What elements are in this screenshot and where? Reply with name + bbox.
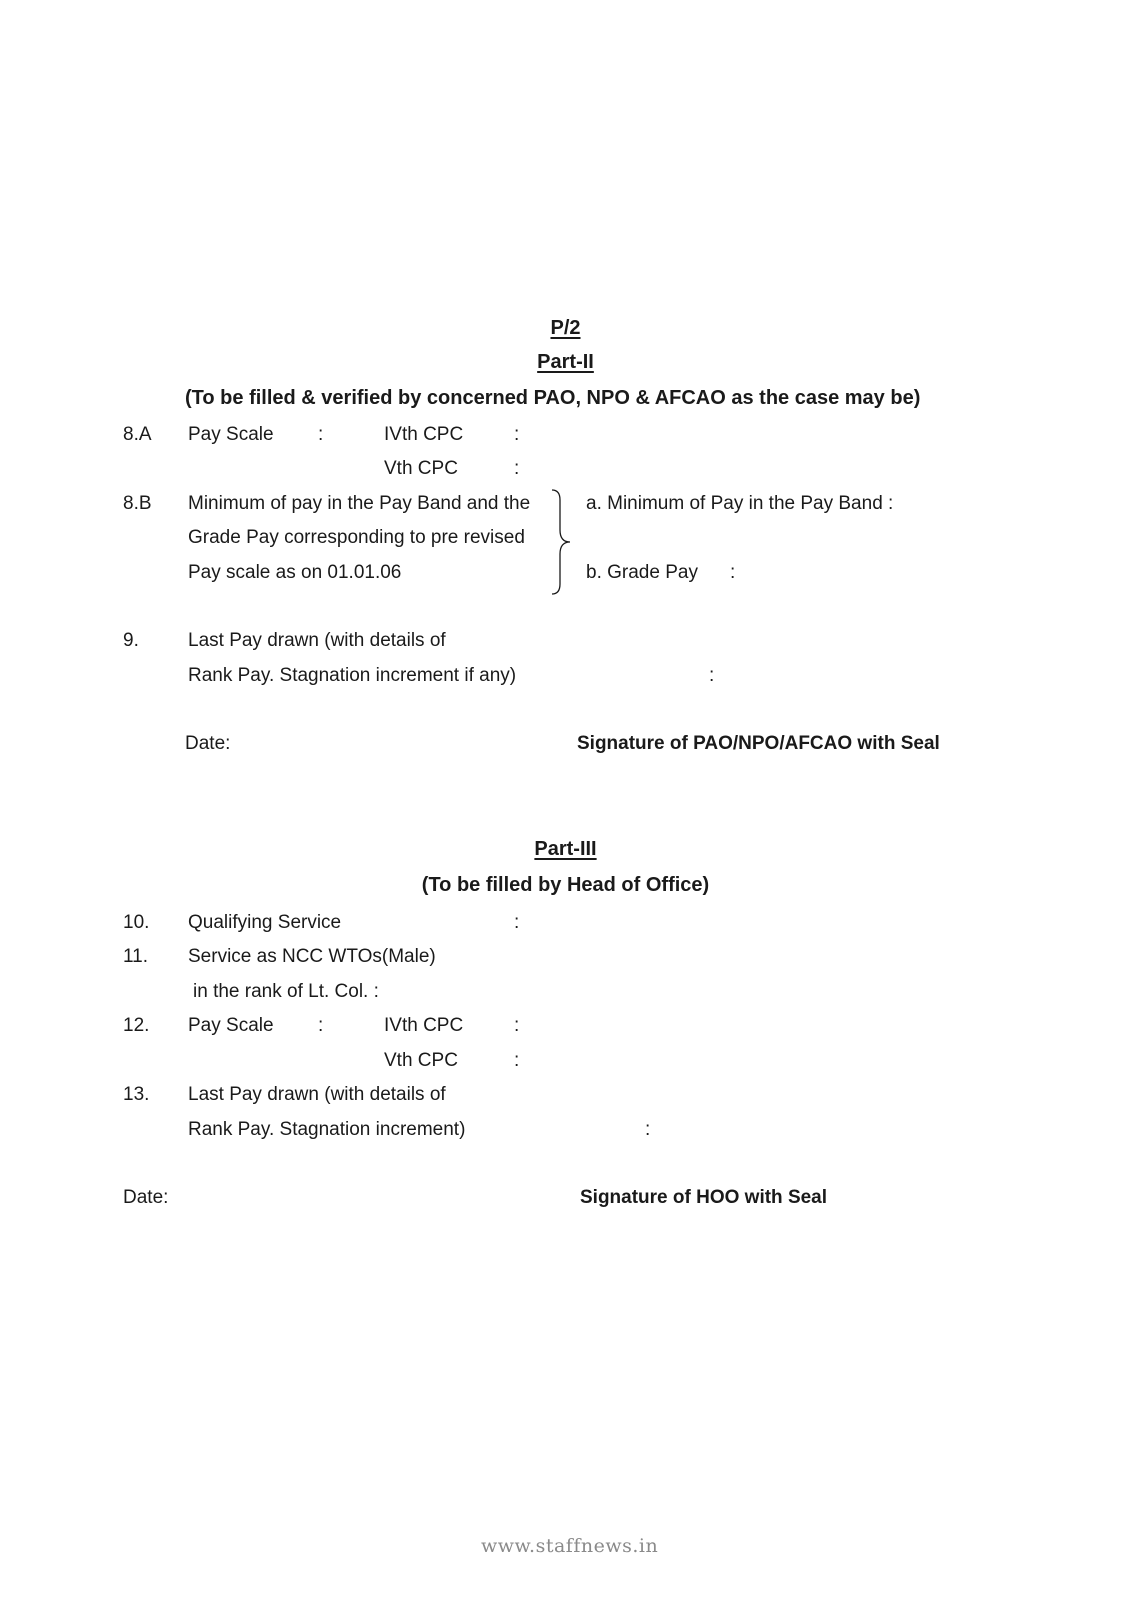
part-2-title-text: Part-II <box>537 351 594 373</box>
item-11-number: 11. <box>123 946 149 967</box>
item-10-number: 10. <box>123 912 150 933</box>
item-8a-vth-cpc-colon: : <box>514 458 520 479</box>
item-12-number: 12. <box>123 1015 150 1036</box>
item-8a-vth-cpc-label: Vth CPC <box>384 458 458 479</box>
item-13-number: 13. <box>123 1084 150 1105</box>
item-12-label: Pay Scale <box>188 1015 274 1036</box>
page-reference <box>0 316 1131 340</box>
item-10-colon: : <box>514 912 520 933</box>
part-3-title-text: Part-III <box>534 838 597 860</box>
website-watermark: www.staffnews.in <box>481 1535 659 1557</box>
item-12-colon: : <box>318 1015 324 1036</box>
item-8a-number: 8.A <box>123 424 152 445</box>
right-curly-brace-icon <box>548 488 572 596</box>
item-13-text-line-2: Rank Pay. Stagnation increment) <box>188 1119 466 1140</box>
item-8b-number: 8.B <box>123 493 152 514</box>
item-11-text-line-1: Service as NCC WTOs(Male) <box>188 946 436 967</box>
part-3-date-label: Date: <box>123 1187 169 1208</box>
item-9-text-line-1: Last Pay drawn (with details of <box>188 630 446 651</box>
item-12-vth-cpc-colon: : <box>514 1050 520 1071</box>
part-2-subtitle: (To be filled & verified by concerned PAO, NPO & AFCAO as the case may be) <box>185 387 921 409</box>
part-3-signature-label: Signature of HOO with Seal <box>580 1187 828 1208</box>
item-8b-text-line-1: Minimum of pay in the Pay Band and the <box>188 493 531 514</box>
part-3-subtitle: (To be filled by Head of Office) <box>421 874 710 896</box>
item-8a-colon: : <box>318 424 324 445</box>
item-9-colon: : <box>709 665 715 686</box>
part-3-title <box>0 837 1131 861</box>
item-9-text-line-2: Rank Pay. Stagnation increment if any) <box>188 665 517 686</box>
item-12-vth-cpc-label: Vth CPC <box>384 1050 458 1071</box>
item-11-text-line-2: in the rank of Lt. Col. : <box>193 981 379 1002</box>
item-8b-text-line-2: Grade Pay corresponding to pre revised <box>188 527 525 548</box>
part-2-signature-label: Signature of PAO/NPO/AFCAO with Seal <box>577 733 940 754</box>
item-8a-label: Pay Scale <box>188 424 274 445</box>
item-8b-text-line-3: Pay scale as on 01.01.06 <box>188 562 402 583</box>
part-2-title <box>0 350 1131 374</box>
page-reference-text: P/2 <box>550 317 581 339</box>
part-2-date-label: Date: <box>185 733 231 754</box>
item-8b-sub-a: a. Minimum of Pay in the Pay Band : <box>586 493 894 514</box>
item-12-ivth-cpc-colon: : <box>514 1015 520 1036</box>
item-8b-sub-b-label: b. Grade Pay <box>586 562 698 583</box>
item-9-number: 9. <box>123 630 139 651</box>
item-8a-ivth-cpc-label: IVth CPC <box>384 424 464 445</box>
item-13-text-line-1: Last Pay drawn (with details of <box>188 1084 446 1105</box>
item-10-label: Qualifying Service <box>188 912 342 933</box>
item-8a-ivth-cpc-colon: : <box>514 424 520 445</box>
item-8b-sub-b-colon: : <box>730 562 736 583</box>
item-13-colon: : <box>645 1119 651 1140</box>
item-12-ivth-cpc-label: IVth CPC <box>384 1015 464 1036</box>
